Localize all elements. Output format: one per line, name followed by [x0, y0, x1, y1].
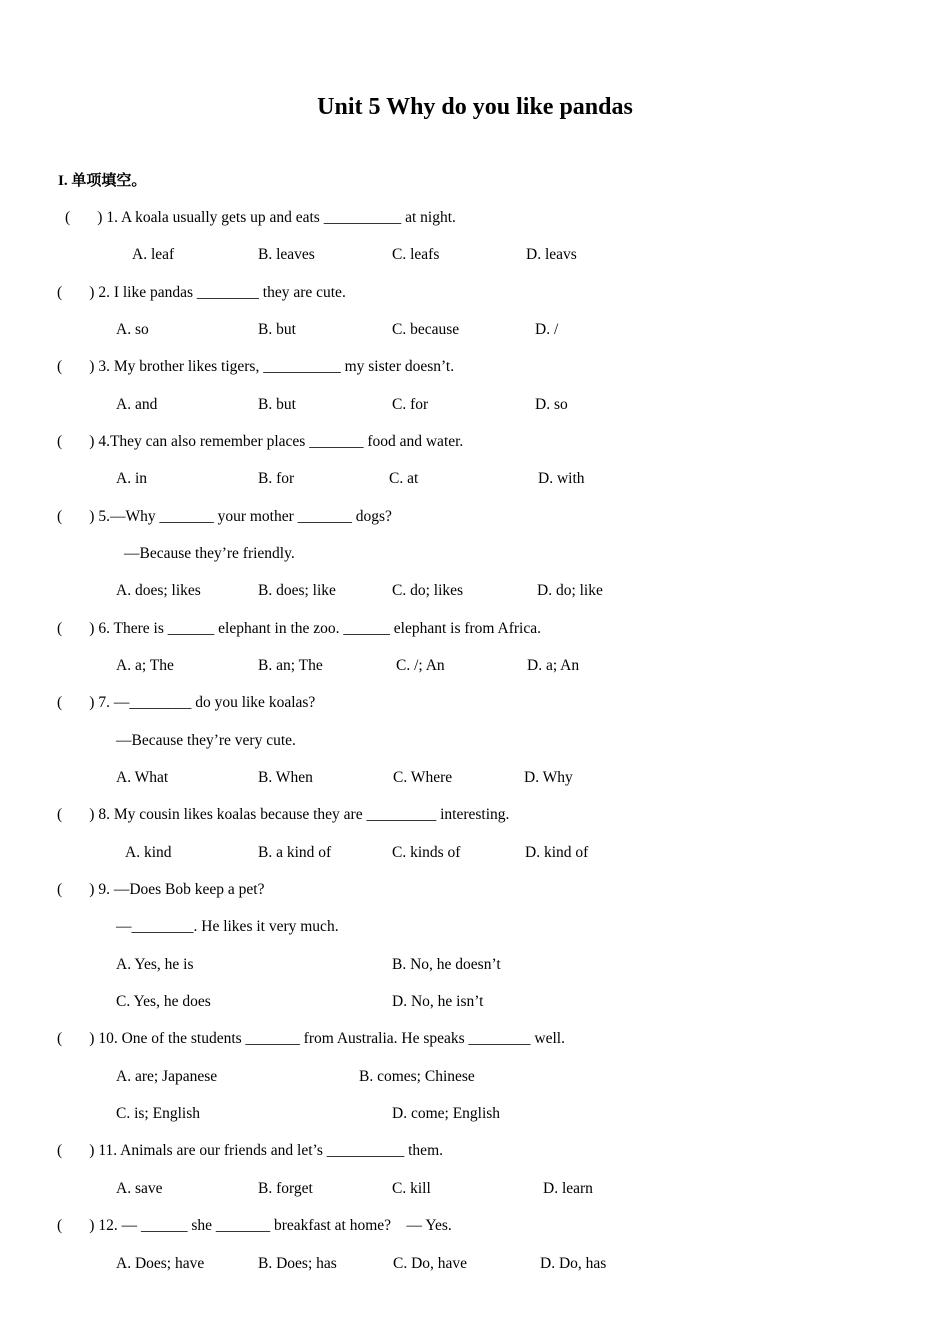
q8-option-d: D. kind of — [525, 844, 589, 861]
q9-option-c: C. Yes, he does — [116, 993, 211, 1010]
q9-option-b: B. No, he doesn’t — [392, 956, 501, 973]
q9-option-a: A. Yes, he is — [116, 956, 194, 973]
q4-option-a: A. in — [116, 470, 147, 487]
q6-option-c: C. /; An — [396, 657, 445, 674]
question-5-stem: ( ) 5.—Why _______ your mother _______ dogs? — [57, 508, 392, 525]
q6-option-d: D. a; An — [527, 657, 580, 674]
q1-option-b: B. leaves — [258, 246, 315, 263]
q10-option-d: D. come; English — [392, 1105, 501, 1122]
q3-option-d: D. so — [535, 396, 568, 413]
q8-option-a: A. kind — [125, 844, 172, 861]
q11-option-b: B. forget — [258, 1180, 313, 1197]
question-9-response: —________. He likes it very much. — [116, 918, 339, 935]
q1-option-c: C. leafs — [392, 246, 440, 263]
q11-option-a: A. save — [116, 1180, 163, 1197]
page-title: Unit 5 Why do you like pandas — [317, 94, 633, 120]
q11-option-c: C. kill — [392, 1180, 431, 1197]
q7-option-d: D. Why — [524, 769, 573, 786]
question-12-stem: ( ) 12. — ______ she _______ breakfast at home? — Yes. — [57, 1217, 452, 1234]
question-6-stem: ( ) 6. There is ______ elephant in the zoo. ______ elephant is from Africa. — [57, 620, 541, 637]
q11-option-d: D. learn — [543, 1180, 593, 1197]
question-8-stem: ( ) 8. My cousin likes koalas because they are _________ interesting. — [57, 806, 510, 823]
question-7-stem: ( ) 7. —________ do you like koalas? — [57, 694, 316, 711]
q5-option-c: C. do; likes — [392, 582, 464, 599]
q7-option-a: A. What — [116, 769, 169, 786]
section-heading: I. 单项填空。 — [58, 173, 147, 189]
q2-option-a: A. so — [116, 321, 149, 338]
question-2-stem: ( ) 2. I like pandas ________ they are cute. — [57, 284, 346, 301]
q5-option-a: A. does; likes — [116, 582, 201, 599]
q9-option-d: D. No, he isn’t — [392, 993, 484, 1010]
q2-option-b: B. but — [258, 321, 296, 338]
q5-option-b: B. does; like — [258, 582, 336, 599]
q2-option-d: D. / — [535, 321, 559, 338]
q3-option-c: C. for — [392, 396, 429, 413]
q3-option-a: A. and — [116, 396, 158, 413]
q8-option-c: C. kinds of — [392, 844, 461, 861]
question-3-stem: ( ) 3. My brother likes tigers, __________ my sister doesn’t. — [57, 358, 455, 375]
question-5-response: —Because they’re friendly. — [124, 545, 295, 562]
q5-option-d: D. do; like — [537, 582, 603, 599]
q12-option-d: D. Do, has — [540, 1255, 607, 1272]
q6-option-b: B. an; The — [258, 657, 323, 674]
q4-option-d: D. with — [538, 470, 585, 487]
q7-option-b: B. When — [258, 769, 313, 786]
question-4-stem: ( ) 4.They can also remember places _______ food and water. — [57, 433, 464, 450]
question-9-stem: ( ) 9. —Does Bob keep a pet? — [57, 881, 265, 898]
q3-option-b: B. but — [258, 396, 296, 413]
q12-option-a: A. Does; have — [116, 1255, 205, 1272]
q6-option-a: A. a; The — [116, 657, 174, 674]
q4-option-b: B. for — [258, 470, 295, 487]
question-7-response: —Because they’re very cute. — [116, 732, 296, 749]
q7-option-c: C. Where — [393, 769, 453, 786]
q12-option-c: C. Do, have — [393, 1255, 468, 1272]
question-10-stem: ( ) 10. One of the students _______ from Australia. He speaks ________ well. — [57, 1030, 565, 1047]
q1-option-a: A. leaf — [132, 246, 175, 263]
q10-option-c: C. is; English — [116, 1105, 200, 1122]
question-11-stem: ( ) 11. Animals are our friends and let’s __________ them. — [57, 1142, 443, 1159]
q1-option-d: D. leavs — [526, 246, 577, 263]
q10-option-a: A. are; Japanese — [116, 1068, 218, 1085]
q8-option-b: B. a kind of — [258, 844, 332, 861]
question-1-stem: ( ) 1. A koala usually gets up and eats __________ at night. — [65, 209, 456, 226]
q4-option-c: C. at — [389, 470, 419, 487]
q10-option-b: B. comes; Chinese — [359, 1068, 475, 1085]
q2-option-c: C. because — [392, 321, 460, 338]
q12-option-b: B. Does; has — [258, 1255, 337, 1272]
